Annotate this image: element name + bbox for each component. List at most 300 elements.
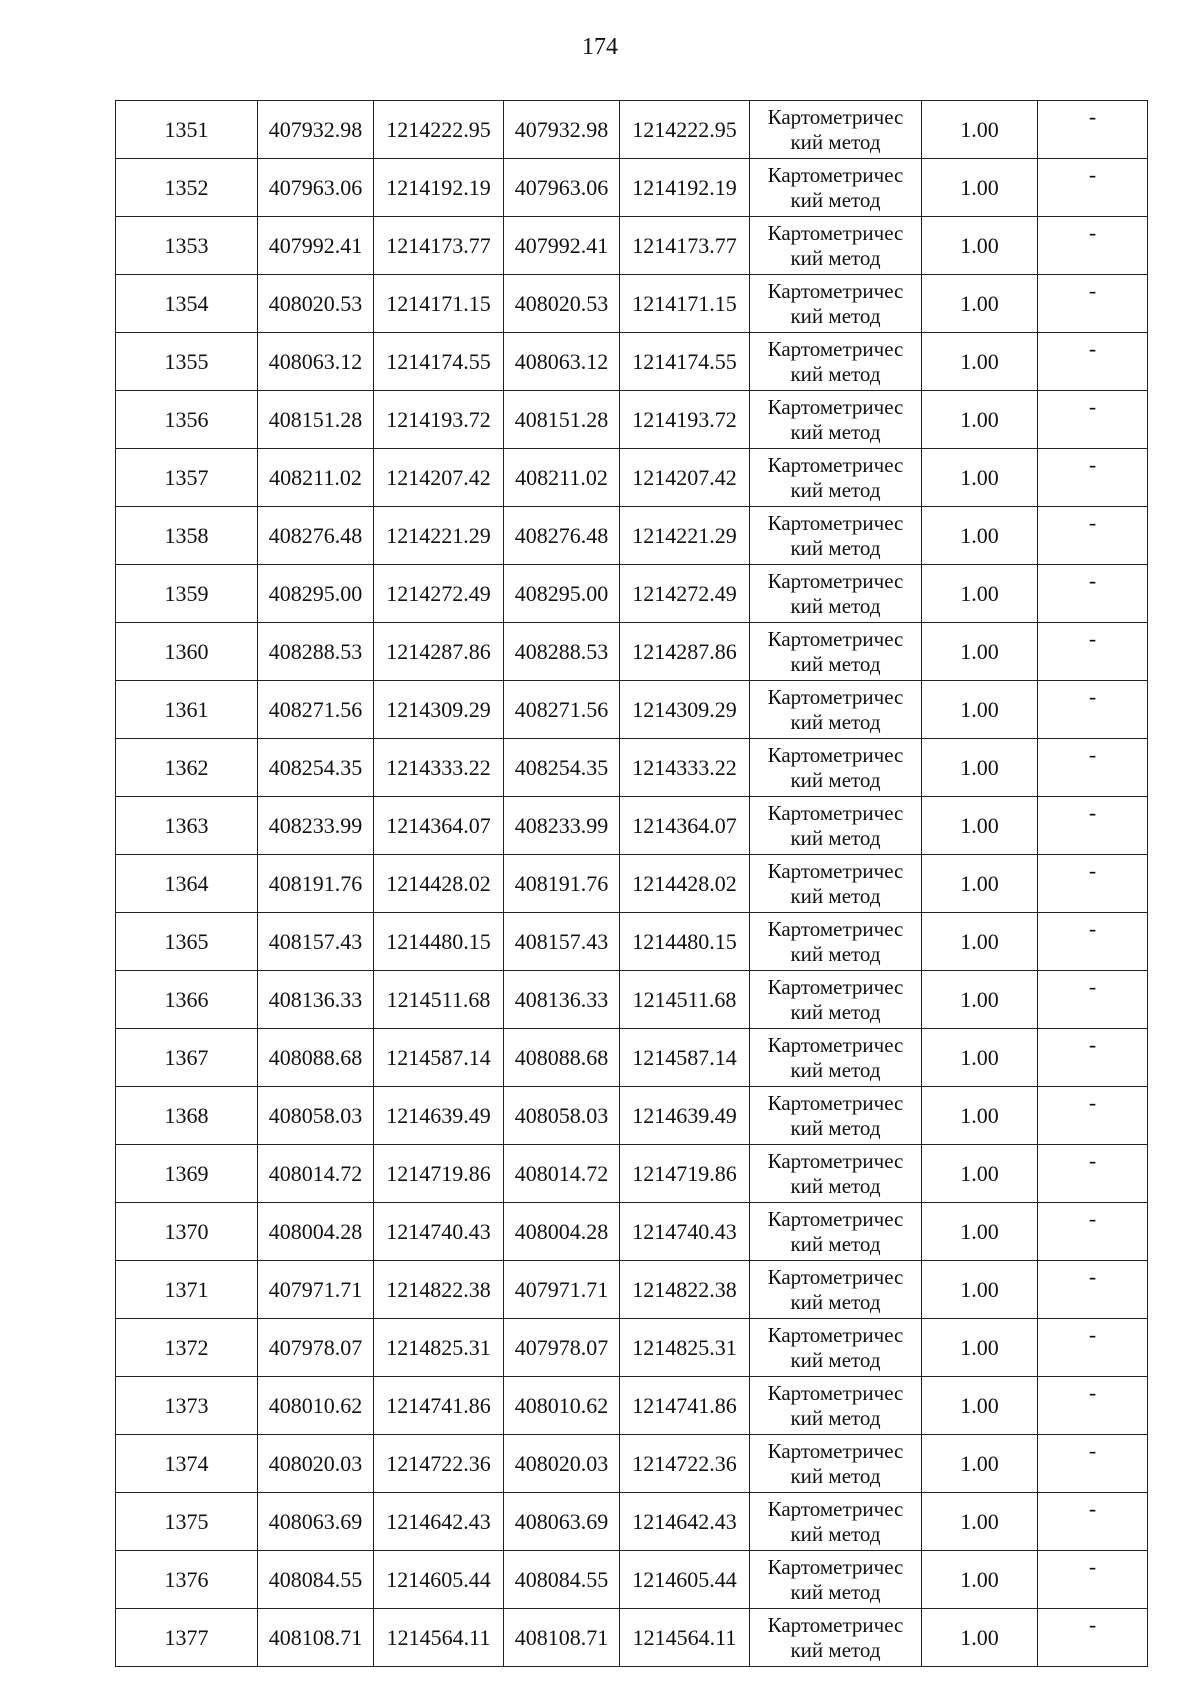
cell-point-number: 1363 <box>116 797 258 855</box>
cell-accuracy: 1.00 <box>922 1377 1038 1435</box>
cell-y-coordinate: 1214174.55 <box>374 333 504 391</box>
table-row <box>116 1261 1148 1319</box>
method-line-2: кий метод <box>790 478 881 502</box>
cell-x-coordinate-2: 408014.72 <box>504 1145 620 1203</box>
cell-note: - <box>1038 1029 1148 1087</box>
cell-y-coordinate: 1214564.11 <box>374 1609 504 1667</box>
cell-method <box>750 565 922 623</box>
cell-note: - <box>1038 1435 1148 1493</box>
cell-x-coordinate: 408211.02 <box>258 449 374 507</box>
cell-x-coordinate-2: 408063.12 <box>504 333 620 391</box>
cell-x-coordinate-2: 408151.28 <box>504 391 620 449</box>
cell-point-number: 1354 <box>116 275 258 333</box>
method-line-2: кий метод <box>790 130 881 154</box>
cell-y-coordinate: 1214333.22 <box>374 739 504 797</box>
cell-point-number: 1353 <box>116 217 258 275</box>
cell-x-coordinate-2: 407992.41 <box>504 217 620 275</box>
cell-accuracy: 1.00 <box>922 101 1038 159</box>
cell-accuracy: 1.00 <box>922 681 1038 739</box>
cell-y-coordinate-2: 1214639.49 <box>620 1087 750 1145</box>
cell-x-coordinate: 407992.41 <box>258 217 374 275</box>
table-row <box>116 1551 1148 1609</box>
cell-x-coordinate: 408063.69 <box>258 1493 374 1551</box>
cell-x-coordinate: 408191.76 <box>258 855 374 913</box>
cell-method <box>750 739 922 797</box>
cell-method <box>750 855 922 913</box>
table-row <box>116 971 1148 1029</box>
method-line-1: Картометричес <box>767 1265 904 1289</box>
cell-note: - <box>1038 1551 1148 1609</box>
cell-method <box>750 1087 922 1145</box>
cell-x-coordinate-2: 408088.68 <box>504 1029 620 1087</box>
cell-x-coordinate-2: 408211.02 <box>504 449 620 507</box>
method-line-2: кий метод <box>790 1058 881 1082</box>
cell-point-number: 1365 <box>116 913 258 971</box>
cell-y-coordinate-2: 1214221.29 <box>620 507 750 565</box>
method-line-1: Картометричес <box>767 163 904 187</box>
method-line-1: Картометричес <box>767 221 904 245</box>
cell-method <box>750 1203 922 1261</box>
table-row <box>116 739 1148 797</box>
cell-point-number: 1371 <box>116 1261 258 1319</box>
cell-y-coordinate-2: 1214174.55 <box>620 333 750 391</box>
cell-note: - <box>1038 1377 1148 1435</box>
cell-y-coordinate: 1214173.77 <box>374 217 504 275</box>
cell-point-number: 1352 <box>116 159 258 217</box>
cell-x-coordinate: 408084.55 <box>258 1551 374 1609</box>
cell-accuracy: 1.00 <box>922 333 1038 391</box>
cell-x-coordinate-2: 407978.07 <box>504 1319 620 1377</box>
cell-point-number: 1361 <box>116 681 258 739</box>
cell-point-number: 1358 <box>116 507 258 565</box>
method-line-2: кий метод <box>790 1232 881 1256</box>
cell-point-number: 1351 <box>116 101 258 159</box>
cell-note: - <box>1038 739 1148 797</box>
method-line-2: кий метод <box>790 362 881 386</box>
cell-method <box>750 1261 922 1319</box>
cell-y-coordinate: 1214480.15 <box>374 913 504 971</box>
cell-note: - <box>1038 333 1148 391</box>
table-row <box>116 797 1148 855</box>
cell-x-coordinate: 408004.28 <box>258 1203 374 1261</box>
cell-x-coordinate: 408108.71 <box>258 1609 374 1667</box>
cell-y-coordinate-2: 1214272.49 <box>620 565 750 623</box>
method-line-1: Картометричес <box>767 1555 904 1579</box>
cell-y-coordinate: 1214825.31 <box>374 1319 504 1377</box>
method-line-2: кий метод <box>790 1290 881 1314</box>
cell-point-number: 1369 <box>116 1145 258 1203</box>
cell-note: - <box>1038 159 1148 217</box>
cell-note: - <box>1038 1087 1148 1145</box>
table-row <box>116 217 1148 275</box>
method-line-2: кий метод <box>790 1174 881 1198</box>
cell-method <box>750 1609 922 1667</box>
cell-x-coordinate-2: 408004.28 <box>504 1203 620 1261</box>
cell-accuracy: 1.00 <box>922 1029 1038 1087</box>
cell-y-coordinate: 1214428.02 <box>374 855 504 913</box>
method-line-1: Картометричес <box>767 105 904 129</box>
cell-x-coordinate-2: 408084.55 <box>504 1551 620 1609</box>
cell-accuracy: 1.00 <box>922 971 1038 1029</box>
cell-note: - <box>1038 391 1148 449</box>
cell-x-coordinate-2: 408288.53 <box>504 623 620 681</box>
cell-note: - <box>1038 913 1148 971</box>
method-line-1: Картометричес <box>767 1613 904 1637</box>
cell-note: - <box>1038 275 1148 333</box>
table-row <box>116 1377 1148 1435</box>
table-row <box>116 1087 1148 1145</box>
cell-y-coordinate: 1214740.43 <box>374 1203 504 1261</box>
method-line-2: кий метод <box>790 1116 881 1140</box>
cell-x-coordinate: 408271.56 <box>258 681 374 739</box>
cell-accuracy: 1.00 <box>922 1087 1038 1145</box>
cell-accuracy: 1.00 <box>922 275 1038 333</box>
cell-y-coordinate-2: 1214428.02 <box>620 855 750 913</box>
cell-point-number: 1375 <box>116 1493 258 1551</box>
cell-y-coordinate: 1214287.86 <box>374 623 504 681</box>
cell-accuracy: 1.00 <box>922 449 1038 507</box>
cell-accuracy: 1.00 <box>922 1203 1038 1261</box>
method-line-2: кий метод <box>790 304 881 328</box>
table-row <box>116 681 1148 739</box>
cell-x-coordinate: 408058.03 <box>258 1087 374 1145</box>
cell-accuracy: 1.00 <box>922 217 1038 275</box>
cell-accuracy: 1.00 <box>922 1319 1038 1377</box>
cell-note: - <box>1038 1261 1148 1319</box>
cell-method <box>750 1377 922 1435</box>
method-line-2: кий метод <box>790 420 881 444</box>
cell-method <box>750 333 922 391</box>
cell-x-coordinate-2: 408063.69 <box>504 1493 620 1551</box>
cell-point-number: 1357 <box>116 449 258 507</box>
cell-y-coordinate: 1214722.36 <box>374 1435 504 1493</box>
cell-y-coordinate-2: 1214511.68 <box>620 971 750 1029</box>
cell-method <box>750 1029 922 1087</box>
cell-note: - <box>1038 1319 1148 1377</box>
cell-x-coordinate-2: 408233.99 <box>504 797 620 855</box>
cell-y-coordinate-2: 1214193.72 <box>620 391 750 449</box>
cell-x-coordinate: 408288.53 <box>258 623 374 681</box>
cell-y-coordinate-2: 1214171.15 <box>620 275 750 333</box>
table-row <box>116 1609 1148 1667</box>
method-line-2: кий метод <box>790 188 881 212</box>
cell-note: - <box>1038 217 1148 275</box>
cell-method <box>750 159 922 217</box>
cell-accuracy: 1.00 <box>922 507 1038 565</box>
cell-x-coordinate: 408088.68 <box>258 1029 374 1087</box>
cell-y-coordinate: 1214272.49 <box>374 565 504 623</box>
cell-y-coordinate-2: 1214564.11 <box>620 1609 750 1667</box>
cell-x-coordinate-2: 408254.35 <box>504 739 620 797</box>
cell-x-coordinate-2: 408058.03 <box>504 1087 620 1145</box>
cell-x-coordinate-2: 408157.43 <box>504 913 620 971</box>
table-row <box>116 565 1148 623</box>
cell-point-number: 1360 <box>116 623 258 681</box>
cell-accuracy: 1.00 <box>922 565 1038 623</box>
cell-y-coordinate-2: 1214309.29 <box>620 681 750 739</box>
cell-y-coordinate-2: 1214719.86 <box>620 1145 750 1203</box>
table-row <box>116 333 1148 391</box>
method-line-1: Картометричес <box>767 395 904 419</box>
method-line-1: Картометричес <box>767 1149 904 1173</box>
cell-point-number: 1362 <box>116 739 258 797</box>
cell-note: - <box>1038 855 1148 913</box>
method-line-1: Картометричес <box>767 1381 904 1405</box>
cell-x-coordinate-2: 408020.03 <box>504 1435 620 1493</box>
cell-method <box>750 1145 922 1203</box>
cell-x-coordinate-2: 408271.56 <box>504 681 620 739</box>
page-number: 174 <box>582 34 618 60</box>
method-line-2: кий метод <box>790 594 881 618</box>
method-line-1: Картометричес <box>767 1033 904 1057</box>
cell-method <box>750 507 922 565</box>
cell-point-number: 1359 <box>116 565 258 623</box>
cell-y-coordinate-2: 1214364.07 <box>620 797 750 855</box>
cell-accuracy: 1.00 <box>922 1493 1038 1551</box>
cell-note: - <box>1038 1203 1148 1261</box>
method-line-2: кий метод <box>790 1464 881 1488</box>
cell-y-coordinate-2: 1214333.22 <box>620 739 750 797</box>
cell-y-coordinate-2: 1214642.43 <box>620 1493 750 1551</box>
cell-note: - <box>1038 1609 1148 1667</box>
cell-y-coordinate: 1214192.19 <box>374 159 504 217</box>
cell-note: - <box>1038 623 1148 681</box>
cell-accuracy: 1.00 <box>922 1435 1038 1493</box>
cell-x-coordinate: 407963.06 <box>258 159 374 217</box>
cell-y-coordinate: 1214222.95 <box>374 101 504 159</box>
cell-point-number: 1368 <box>116 1087 258 1145</box>
cell-x-coordinate-2: 408020.53 <box>504 275 620 333</box>
table-row <box>116 391 1148 449</box>
method-line-2: кий метод <box>790 1348 881 1372</box>
table-row <box>116 101 1148 159</box>
cell-x-coordinate-2: 407932.98 <box>504 101 620 159</box>
cell-method <box>750 1319 922 1377</box>
cell-y-coordinate: 1214719.86 <box>374 1145 504 1203</box>
cell-note: - <box>1038 681 1148 739</box>
method-line-1: Картометричес <box>767 627 904 651</box>
cell-x-coordinate-2: 408108.71 <box>504 1609 620 1667</box>
cell-method <box>750 449 922 507</box>
cell-accuracy: 1.00 <box>922 797 1038 855</box>
cell-x-coordinate-2: 408276.48 <box>504 507 620 565</box>
method-line-1: Картометричес <box>767 859 904 883</box>
cell-y-coordinate: 1214639.49 <box>374 1087 504 1145</box>
table-row <box>116 275 1148 333</box>
cell-point-number: 1366 <box>116 971 258 1029</box>
table-row <box>116 449 1148 507</box>
table-row <box>116 1493 1148 1551</box>
cell-note: - <box>1038 101 1148 159</box>
method-line-1: Картометричес <box>767 279 904 303</box>
method-line-2: кий метод <box>790 536 881 560</box>
cell-y-coordinate-2: 1214825.31 <box>620 1319 750 1377</box>
cell-accuracy: 1.00 <box>922 391 1038 449</box>
method-line-1: Картометричес <box>767 1091 904 1115</box>
cell-method <box>750 797 922 855</box>
cell-x-coordinate: 408157.43 <box>258 913 374 971</box>
cell-y-coordinate-2: 1214222.95 <box>620 101 750 159</box>
cell-x-coordinate: 408136.33 <box>258 971 374 1029</box>
cell-y-coordinate-2: 1214741.86 <box>620 1377 750 1435</box>
cell-x-coordinate-2: 408191.76 <box>504 855 620 913</box>
method-line-2: кий метод <box>790 1522 881 1546</box>
cell-accuracy: 1.00 <box>922 913 1038 971</box>
cell-y-coordinate-2: 1214207.42 <box>620 449 750 507</box>
cell-y-coordinate: 1214221.29 <box>374 507 504 565</box>
cell-y-coordinate-2: 1214480.15 <box>620 913 750 971</box>
cell-y-coordinate-2: 1214192.19 <box>620 159 750 217</box>
method-line-2: кий метод <box>790 710 881 734</box>
cell-y-coordinate: 1214741.86 <box>374 1377 504 1435</box>
cell-y-coordinate-2: 1214605.44 <box>620 1551 750 1609</box>
table-row <box>116 623 1148 681</box>
cell-x-coordinate: 408020.03 <box>258 1435 374 1493</box>
cell-point-number: 1377 <box>116 1609 258 1667</box>
method-line-2: кий метод <box>790 884 881 908</box>
cell-y-coordinate: 1214642.43 <box>374 1493 504 1551</box>
method-line-2: кий метод <box>790 1638 881 1662</box>
cell-accuracy: 1.00 <box>922 1145 1038 1203</box>
cell-accuracy: 1.00 <box>922 1609 1038 1667</box>
cell-y-coordinate: 1214822.38 <box>374 1261 504 1319</box>
cell-x-coordinate: 407971.71 <box>258 1261 374 1319</box>
cell-x-coordinate: 408151.28 <box>258 391 374 449</box>
cell-y-coordinate: 1214511.68 <box>374 971 504 1029</box>
cell-note: - <box>1038 565 1148 623</box>
cell-method <box>750 913 922 971</box>
cell-point-number: 1374 <box>116 1435 258 1493</box>
method-line-1: Картометричес <box>767 1323 904 1347</box>
method-line-1: Картометричес <box>767 1497 904 1521</box>
method-line-2: кий метод <box>790 942 881 966</box>
cell-x-coordinate-2: 408010.62 <box>504 1377 620 1435</box>
cell-x-coordinate-2: 408136.33 <box>504 971 620 1029</box>
cell-y-coordinate-2: 1214822.38 <box>620 1261 750 1319</box>
cell-x-coordinate: 408295.00 <box>258 565 374 623</box>
cell-accuracy: 1.00 <box>922 159 1038 217</box>
cell-x-coordinate: 408010.62 <box>258 1377 374 1435</box>
cell-point-number: 1373 <box>116 1377 258 1435</box>
cell-y-coordinate: 1214207.42 <box>374 449 504 507</box>
cell-point-number: 1367 <box>116 1029 258 1087</box>
table-row <box>116 1203 1148 1261</box>
method-line-1: Картометричес <box>767 917 904 941</box>
cell-accuracy: 1.00 <box>922 1261 1038 1319</box>
cell-note: - <box>1038 797 1148 855</box>
method-line-2: кий метод <box>790 1000 881 1024</box>
cell-accuracy: 1.00 <box>922 1551 1038 1609</box>
method-line-1: Картометричес <box>767 569 904 593</box>
table-row <box>116 159 1148 217</box>
cell-y-coordinate-2: 1214287.86 <box>620 623 750 681</box>
method-line-1: Картометричес <box>767 685 904 709</box>
cell-y-coordinate: 1214309.29 <box>374 681 504 739</box>
method-line-2: кий метод <box>790 768 881 792</box>
cell-note: - <box>1038 507 1148 565</box>
table-row <box>116 913 1148 971</box>
cell-y-coordinate: 1214587.14 <box>374 1029 504 1087</box>
cell-point-number: 1356 <box>116 391 258 449</box>
cell-accuracy: 1.00 <box>922 623 1038 681</box>
cell-note: - <box>1038 971 1148 1029</box>
cell-method <box>750 101 922 159</box>
table-body <box>116 101 1148 1667</box>
cell-note: - <box>1038 1493 1148 1551</box>
table-row <box>116 855 1148 913</box>
coordinates-table <box>115 100 1148 1667</box>
method-line-1: Картометричес <box>767 453 904 477</box>
method-line-2: кий метод <box>790 246 881 270</box>
cell-y-coordinate: 1214605.44 <box>374 1551 504 1609</box>
cell-method <box>750 1493 922 1551</box>
cell-y-coordinate-2: 1214173.77 <box>620 217 750 275</box>
cell-x-coordinate: 408254.35 <box>258 739 374 797</box>
cell-point-number: 1364 <box>116 855 258 913</box>
method-line-1: Картометричес <box>767 511 904 535</box>
method-line-2: кий метод <box>790 652 881 676</box>
cell-y-coordinate: 1214364.07 <box>374 797 504 855</box>
cell-method <box>750 971 922 1029</box>
cell-x-coordinate: 408020.53 <box>258 275 374 333</box>
method-line-1: Картометричес <box>767 801 904 825</box>
cell-y-coordinate-2: 1214740.43 <box>620 1203 750 1261</box>
cell-method <box>750 275 922 333</box>
table-row <box>116 1319 1148 1377</box>
cell-method <box>750 391 922 449</box>
cell-point-number: 1355 <box>116 333 258 391</box>
cell-x-coordinate: 407978.07 <box>258 1319 374 1377</box>
cell-method <box>750 217 922 275</box>
cell-x-coordinate-2: 407963.06 <box>504 159 620 217</box>
cell-accuracy: 1.00 <box>922 739 1038 797</box>
cell-y-coordinate-2: 1214722.36 <box>620 1435 750 1493</box>
table-row <box>116 1145 1148 1203</box>
table-row <box>116 1435 1148 1493</box>
cell-method <box>750 623 922 681</box>
cell-x-coordinate-2: 408295.00 <box>504 565 620 623</box>
method-line-1: Картометричес <box>767 1207 904 1231</box>
cell-note: - <box>1038 449 1148 507</box>
cell-x-coordinate: 408233.99 <box>258 797 374 855</box>
method-line-1: Картометричес <box>767 743 904 767</box>
cell-method <box>750 681 922 739</box>
cell-x-coordinate: 407932.98 <box>258 101 374 159</box>
cell-point-number: 1370 <box>116 1203 258 1261</box>
cell-y-coordinate-2: 1214587.14 <box>620 1029 750 1087</box>
cell-point-number: 1376 <box>116 1551 258 1609</box>
cell-note: - <box>1038 1145 1148 1203</box>
method-line-1: Картометричес <box>767 1439 904 1463</box>
cell-method <box>750 1551 922 1609</box>
cell-x-coordinate: 408276.48 <box>258 507 374 565</box>
cell-y-coordinate: 1214193.72 <box>374 391 504 449</box>
cell-x-coordinate: 408014.72 <box>258 1145 374 1203</box>
table-row <box>116 1029 1148 1087</box>
method-line-2: кий метод <box>790 1580 881 1604</box>
cell-x-coordinate: 408063.12 <box>258 333 374 391</box>
cell-accuracy: 1.00 <box>922 855 1038 913</box>
method-line-1: Картометричес <box>767 975 904 999</box>
table-row <box>116 507 1148 565</box>
cell-y-coordinate: 1214171.15 <box>374 275 504 333</box>
cell-point-number: 1372 <box>116 1319 258 1377</box>
method-line-2: кий метод <box>790 826 881 850</box>
cell-method <box>750 1435 922 1493</box>
method-line-1: Картометричес <box>767 337 904 361</box>
cell-x-coordinate-2: 407971.71 <box>504 1261 620 1319</box>
method-line-2: кий метод <box>790 1406 881 1430</box>
